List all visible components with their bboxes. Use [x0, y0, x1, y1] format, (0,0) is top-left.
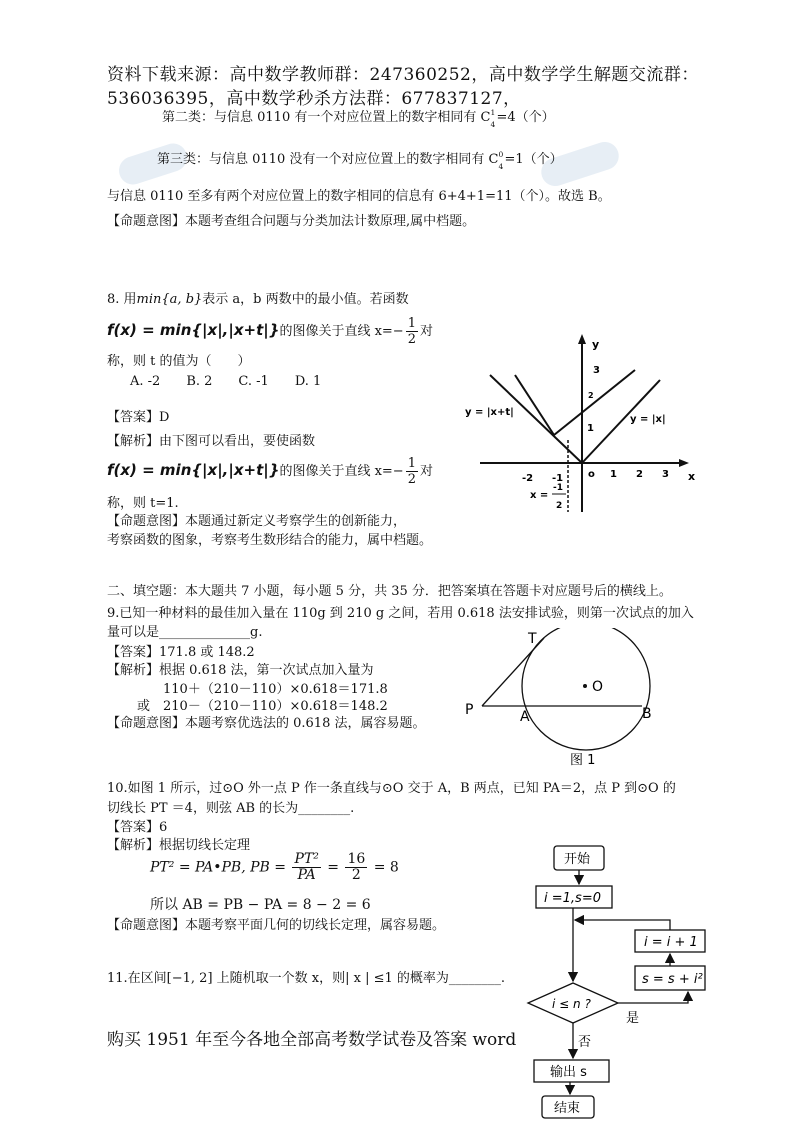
- q9-intent: 【命题意图】本题考察优选法的 0.618 法，属容易题。: [107, 716, 426, 731]
- circle-figure: [460, 628, 700, 768]
- header-line-1: 资料下载来源：高中数学教师群：247360252，高中数学学生解题交流群：: [107, 65, 699, 85]
- sym-label: x =: [530, 490, 549, 501]
- x-tick-origin: o: [588, 469, 595, 480]
- label-a: A: [520, 709, 530, 725]
- x-tick-1: 1: [610, 469, 617, 480]
- start-label: 开始: [564, 852, 591, 867]
- q8-answer: 【答案】D: [107, 410, 170, 425]
- y-axis-label: y: [592, 338, 600, 351]
- x-arrow: [679, 459, 689, 467]
- q10-intent: 【命题意图】本题考察平面几何的切线长定理，属容易题。: [107, 918, 446, 933]
- q8-line-t: 称，则 t=1.: [107, 496, 179, 511]
- y-tick-3: 3: [593, 365, 600, 376]
- y-tick-2: 2: [588, 391, 594, 400]
- q10-line1: 10.如图 1 所示，过⊙O 外一点 P 作一条直线与⊙O 交于 A，B 两点，已知 PA＝2，点 P 到⊙O 的: [107, 781, 676, 796]
- q8-intent-2: 考察函数的图象，考察考生数形结合的能力，属中档题。: [107, 533, 433, 548]
- q9-line2: 量可以是______________g.: [107, 625, 263, 640]
- q10-eq1: PT² = PA•PB, PB = $\frac{\text{PT²}}{PA}$ = $\frac{16}{2}$ = 8: [150, 851, 399, 883]
- q10-analysis: 【解析】根据切线长定理: [107, 838, 251, 853]
- prev-line-a: 第二类：与信息 0110 有一个对应位置上的数字相同有 C 1 4 =4（个）: [162, 108, 555, 129]
- q9-calc-2: 210－（210－110）×0.618＝148.2: [163, 699, 388, 714]
- label-abs-x: y = |x|: [630, 414, 666, 425]
- no-label: 否: [578, 1035, 592, 1050]
- q9-line1: 9.已知一种材料的最佳加入量在 110g 到 210 g 之间，若用 0.618 法安排试验，则第一次试点的加入: [107, 606, 694, 621]
- flowchart: [520, 838, 730, 1120]
- prev-line-c: 与信息 0110 至多有两个对应位置上的数字相同的信息有 6+4+1=11（个）。故选 B。: [107, 189, 611, 204]
- q8-line2: f(x) = min{|x|,|x+t|}的图像关于直线 x=− $\frac{1}{2}$ 对: [107, 316, 433, 347]
- label-b: B: [642, 706, 652, 722]
- label-o: O: [592, 679, 604, 695]
- q9-answer: 【答案】171.8 或 148.2: [107, 645, 255, 660]
- y-tick-1: 1: [587, 423, 594, 434]
- label-abs-xt: y = |x+t|: [465, 407, 514, 418]
- q10-eq2: 所以 AB = PB − PA = 8 − 2 = 6: [150, 897, 371, 913]
- curve-abs-xt-right: [554, 370, 635, 435]
- end-label: 结束: [554, 1101, 581, 1116]
- q11-line1: 11.在区间[−1, 2] 上随机取一个数 x，则| x | ≤1 的概率为________.: [107, 971, 506, 986]
- q9-calc-or: 或: [137, 699, 151, 714]
- x-axis-label: x: [688, 470, 696, 483]
- label-p: P: [465, 702, 474, 718]
- q9-calc-1: 110＋（210－110）×0.618＝171.8: [163, 682, 388, 697]
- x-tick-3: 3: [662, 469, 669, 480]
- q8-func-repeat: f(x) = min{|x|,|x+t|}的图像关于直线 x=− $\frac{1}{2}$ 对: [107, 456, 433, 487]
- q8-line3: 称，则 t 的值为（ ）: [107, 354, 251, 369]
- prev-intent: 【命题意图】本题考查组合问题与分类加法计数原理,属中档题。: [107, 214, 476, 229]
- x-tick-2: 2: [636, 469, 643, 480]
- yes-label: 是: [626, 1011, 640, 1026]
- header-line-2: 536036395，高中数学秒杀方法群：677837127，: [107, 89, 521, 109]
- sym-den: 2: [556, 501, 563, 511]
- figure-caption: 图 1: [570, 753, 596, 768]
- y-arrow: [578, 334, 586, 344]
- curve-abs-x-left: [490, 375, 582, 463]
- prev-line-b: 第三类：与信息 0110 没有一个对应位置上的数字相同有 C 0 4 =1（个）: [157, 150, 563, 171]
- x-tick-neg2: -2: [522, 473, 534, 484]
- q8-line1: 8. 用min{a, b}表示 a，b 两数中的最小值。若函数: [107, 292, 409, 307]
- q10-line2: 切线长 PT ＝4，则弦 AB 的长为________.: [107, 801, 355, 816]
- circle-o: [522, 628, 650, 750]
- x-tick-neg1: -1: [552, 473, 564, 484]
- tangent-line: [482, 638, 544, 706]
- output-label: 输出 s: [550, 1065, 587, 1080]
- acc-label: s = s + i²: [642, 972, 703, 987]
- inc-label: i = i + 1: [644, 935, 698, 950]
- cond-label: i ≤ n ?: [552, 997, 591, 1011]
- q9-analysis: 【解析】根据 0.618 法，第一次试点加入量为: [107, 663, 374, 678]
- sym-num: -1: [553, 483, 563, 493]
- q10-answer: 【答案】6: [107, 820, 168, 835]
- q8-intent-1: 【命题意图】本题通过新定义考察学生的创新能力，: [107, 514, 407, 529]
- footer-text: 购买 1951 年至今各地全部高考数学试卷及答案 word: [107, 1030, 517, 1050]
- init-label: i =1,s=0: [544, 891, 601, 906]
- center-dot: [583, 684, 587, 688]
- q8-analysis: 【解析】由下图可以看出，要使函数: [107, 434, 316, 449]
- label-t: T: [528, 631, 537, 647]
- q8-graph: [460, 330, 700, 520]
- q8-options: A. -2 B. 2 C. -1 D. 1: [130, 374, 322, 389]
- section2-title: 二、填空题：本大题共 7 小题，每小题 5 分，共 35 分．把答案填在答题卡对应题号后的横线上。: [107, 584, 672, 599]
